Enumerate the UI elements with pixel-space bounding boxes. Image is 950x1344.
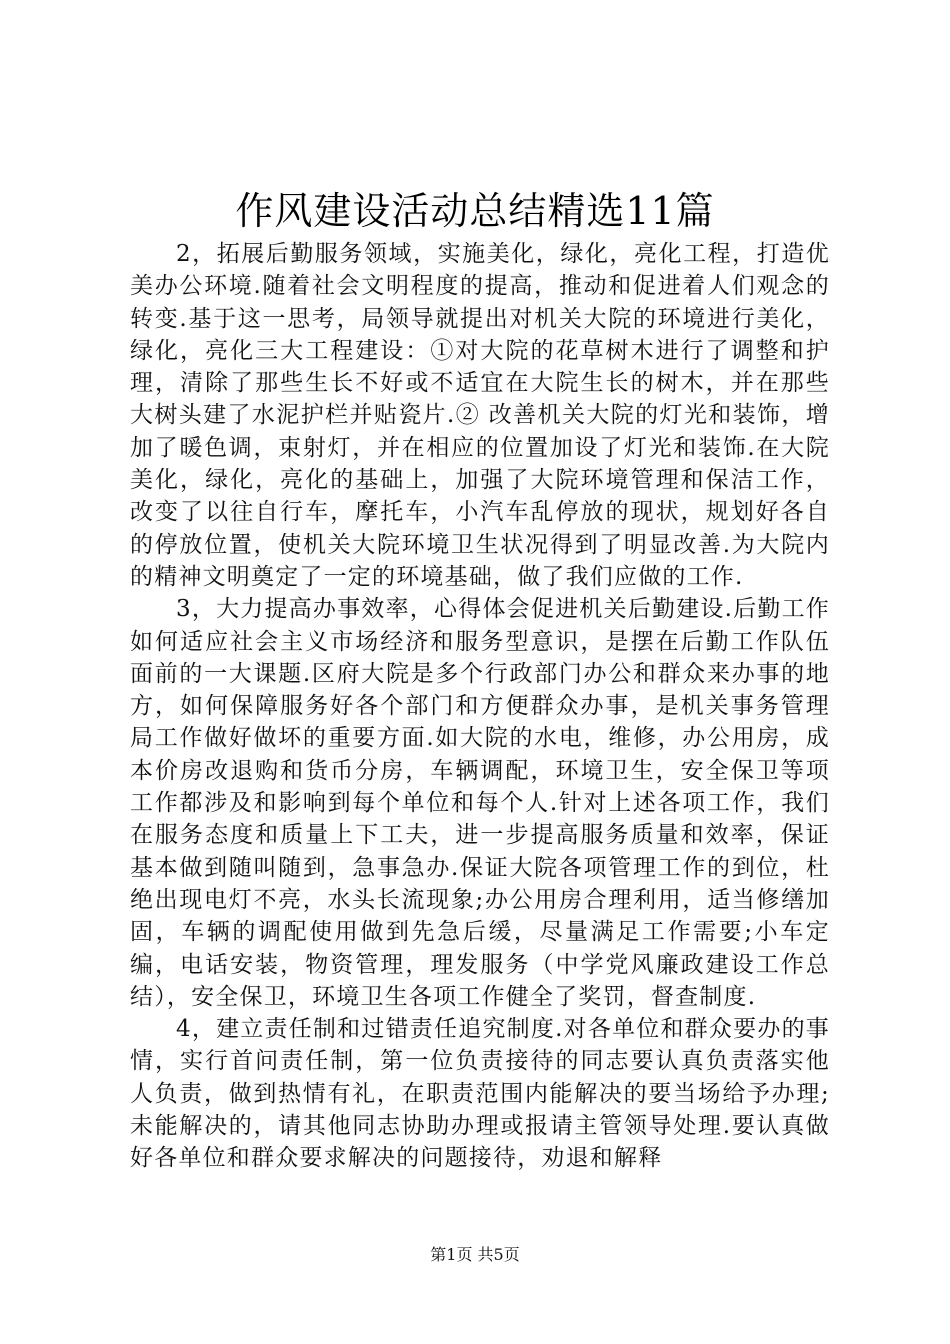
document-title: 作风建设活动总结精选11篇 — [235, 189, 715, 233]
paragraph-3: 3，大力提高办事效率，心得体会促进机关后勤建设.后勤工作如何适应社会主义市场经济和服务型意识，是摆在后勤工作队伍面前的一大课题.区府大院是多个行政部门办公和群众来办事的地方，如何保障服务好各个部门和方便群众办事，是机关事务管理局工作做好做坏的重要方面.如大院的水电，维修，办公用房，成本价房改退购和货币分房，车辆调配，环境卫生，安全保卫等项工作都涉及和影响到每个单位和每个人.针对上述各项工作，我们在服务态度和质量上下工夫，进一步提高服务质量和效率，保证基本做到随叫随到，急事急办.保证大院各项管理工作的到位，杜绝出现电灯不亮，水头长流现象;办公用房合理利用，适当修缮加固，车辆的调配使用做到先急后缓，尽量满足工作需要;小车定编，电话安装，物资管理，理发服务（中学党风廉政建设工作总结），安全保卫，环境卫生各项工作健全了奖罚，督查制度. — [130, 596, 830, 1010]
paragraph-4: 4，建立责任制和过错责任追究制度.对各单位和群众要办的事情，实行首问责任制，第一位负责接待的同志要认真负责落实他人负责，做到热情有礼，在职责范围内能解决的要当场给予办理;未能解决的，请其他同志协助办理或报请主管领导处理.要认真做好各单位和群众要求解决的问题接待，劝退和解释 — [130, 1016, 830, 1172]
page-number-footer: 第1页 共5页 — [430, 1245, 520, 1264]
paragraph-2: 2，拓展后勤服务领域，实施美化，绿化，亮化工程，打造优美办公环境.随着社会文明程度的提高，推动和促进着人们观念的转变.基于这一思考，局领导就提出对机关大院的环境进行美化，绿化，亮化三大工程建设：①对大院的花草树木进行了调整和护理，清除了那些生长不好或不适宜在大院生长的树木，并在那些大树头建了水泥护栏并贴瓷片.② 改善机关大院的灯光和装饰，增加了暖色调，束射灯，并在相应的位置加设了灯光和装饰.在大院美化，绿化，亮化的基础上，加强了大院环境管理和保洁工作，改变了以往自行车，摩托车，小汽车乱停放的现状，规划好各自的停放位置，使机关大院环境卫生状况得到了明显改善.为大院内的精神文明奠定了一定的环境基础，做了我们应做的工作. — [130, 241, 830, 590]
document-body — [130, 238, 830, 1175]
